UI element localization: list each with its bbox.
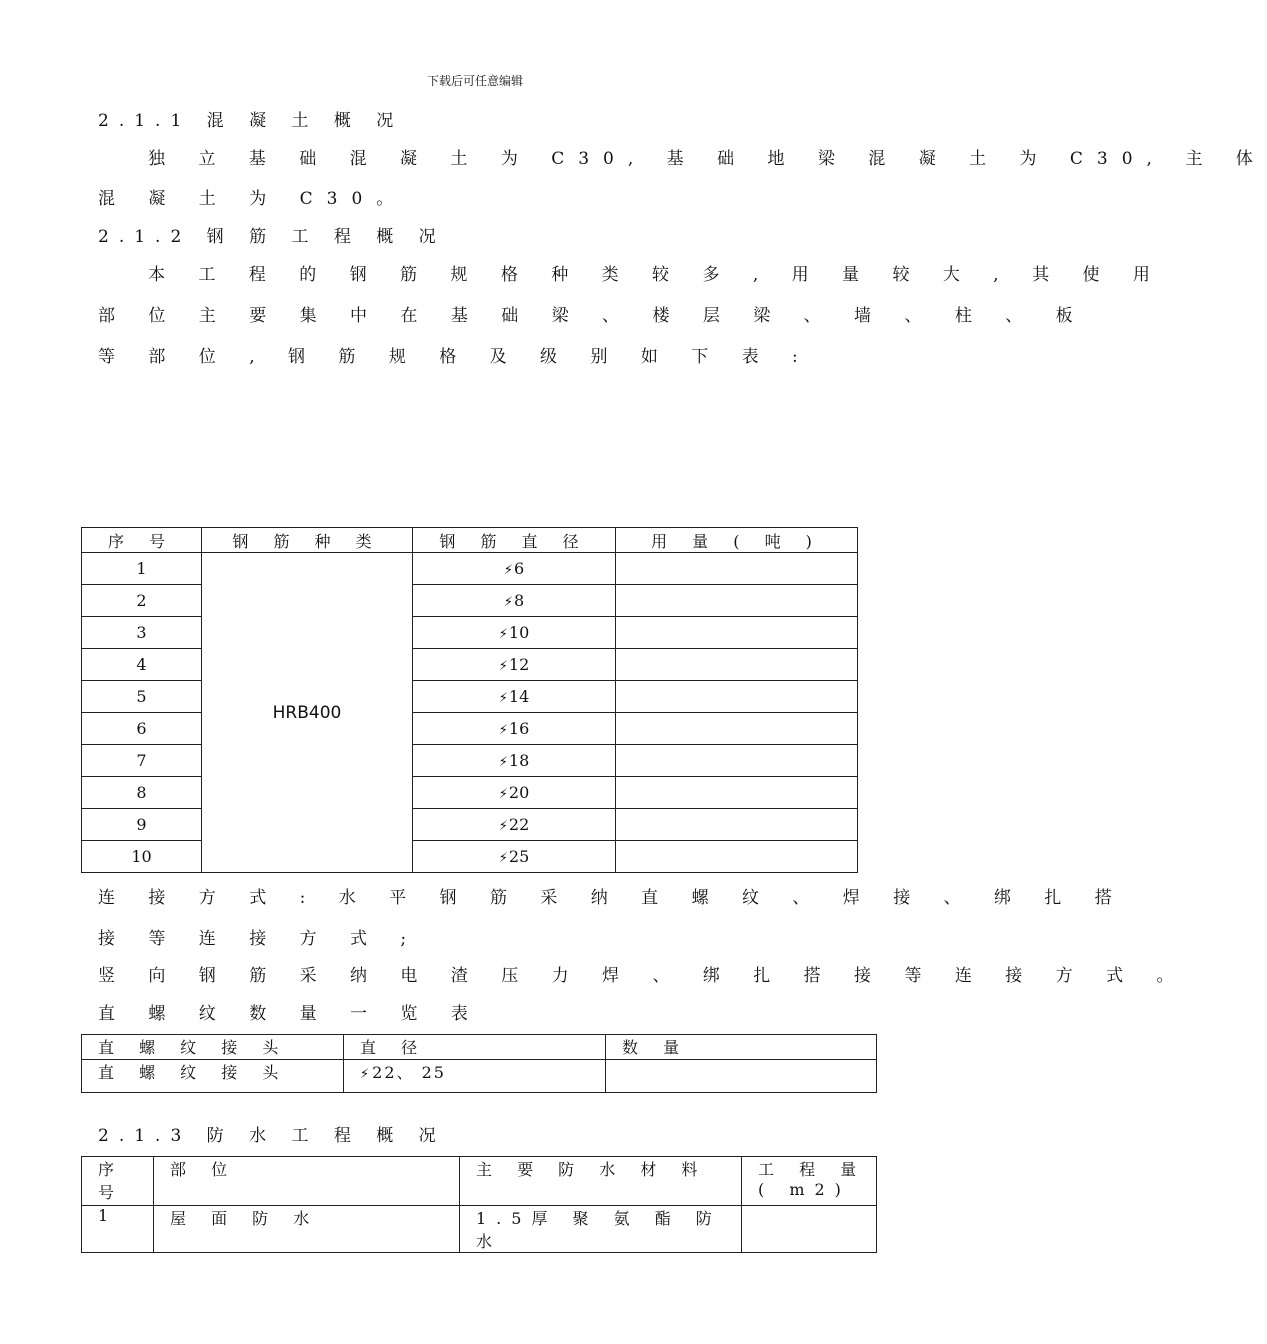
header-diameter: 钢 筋 直 径 (413, 528, 616, 553)
table-row (82, 745, 858, 777)
row-no: 8 (82, 777, 202, 809)
diameter-cell (413, 553, 616, 585)
header-part: 部 位 (154, 1157, 460, 1206)
diameter-value: 6 (513, 559, 525, 578)
thread-summary-title: 直 螺 纹 数 量 一 览 表 (98, 1004, 482, 1024)
amount-cell (616, 745, 858, 777)
rebar-table (81, 527, 858, 873)
amount-cell (616, 841, 858, 873)
header-diameter: 直 径 (344, 1035, 606, 1060)
header-amount: 用 量 ( 吨 ) (616, 528, 858, 553)
rebar-line-1: 本 工 程 的 钢 筋 规 格 种 类 较 多 , 用 量 较 大 , 其 使 用 (148, 265, 1164, 285)
diameter-value: 8 (513, 591, 525, 610)
row-no: 10 (82, 841, 202, 873)
diameter-value: 18 (508, 751, 530, 770)
rebar-grade-icon: ⚡ (498, 851, 508, 866)
row-no: 7 (82, 745, 202, 777)
header-no: 序 号 (82, 1157, 154, 1206)
connection-line-2: 接 等 连 接 方 式 ; (98, 929, 421, 949)
quantity-cell (606, 1060, 877, 1093)
amount-cell (616, 553, 858, 585)
table-row (82, 841, 858, 873)
table-row (82, 1060, 877, 1093)
amount-cell (616, 809, 858, 841)
table-row (82, 1206, 877, 1253)
concrete-line-2: 混 凝 土 为 C30。 (98, 189, 408, 209)
header-no: 序 号 (82, 528, 202, 553)
table-row (82, 809, 858, 841)
material-cell: 1.5厚 聚 氨 酯 防 水 (460, 1206, 742, 1253)
row-no: 2 (82, 585, 202, 617)
row-no: 6 (82, 713, 202, 745)
rebar-grade-icon: ⚡ (498, 819, 508, 834)
header-joint: 直 螺 纹 接 头 (82, 1035, 344, 1060)
row-no: 5 (82, 681, 202, 713)
thread-table (81, 1034, 877, 1093)
diameter-cell (413, 777, 616, 809)
quantity-cell (742, 1206, 877, 1253)
watermark-header: 下载后可任意编辑 (426, 74, 523, 88)
rebar-grade-icon: ⚡ (503, 595, 513, 610)
amount-cell (616, 681, 858, 713)
rebar-grade-icon: ⚡ (498, 627, 508, 642)
waterproof-table (81, 1156, 877, 1253)
table-row (82, 617, 858, 649)
amount-cell (616, 649, 858, 681)
amount-cell (616, 585, 858, 617)
rebar-grade-icon: ⚡ (498, 659, 508, 674)
diameter-cell (413, 745, 616, 777)
diameter-cell (413, 585, 616, 617)
connection-line-1: 连 接 方 式 : 水 平 钢 筋 采 纳 直 螺 纹 、 焊 接 、 绑 扎 搭 (98, 888, 1126, 908)
header-quantity: 数 量 (606, 1035, 877, 1060)
diameter-value: 12 (508, 655, 530, 674)
amount-cell (616, 777, 858, 809)
row-no: 3 (82, 617, 202, 649)
rebar-grade-icon: ⚡ (498, 691, 508, 706)
row-no: 1 (82, 553, 202, 585)
table-row (82, 553, 858, 585)
table-row (82, 681, 858, 713)
rebar-line-3: 等 部 位 , 钢 筋 规 格 及 级 别 如 下 表 : (98, 347, 812, 367)
diameter-cell (344, 1060, 606, 1093)
table-row (82, 649, 858, 681)
diameter-value: 14 (508, 687, 530, 706)
header-type: 钢 筋 种 类 (202, 528, 413, 553)
joint-cell: 直 螺 纹 接 头 (82, 1060, 344, 1093)
diameter-value: 22、 25 (372, 1063, 446, 1082)
rebar-grade-icon: ⚡ (498, 755, 508, 770)
row-no: 9 (82, 809, 202, 841)
amount-cell (616, 617, 858, 649)
row-no: 1 (82, 1206, 154, 1253)
section-2-1-1-title: 2.1.1 混 凝 土 概 况 (98, 111, 404, 131)
row-no: 4 (82, 649, 202, 681)
diameter-value: 20 (508, 783, 530, 802)
part-cell: 屋 面 防 水 (154, 1206, 460, 1253)
diameter-cell (413, 809, 616, 841)
table-row (82, 713, 858, 745)
header-material: 主 要 防 水 材 料 (460, 1157, 742, 1206)
concrete-line-1: 独 立 基 础 混 凝 土 为 C30, 基 础 地 梁 混 凝 土 为 C30, 主 体 (148, 149, 1267, 169)
diameter-cell (413, 617, 616, 649)
diameter-value: 22 (508, 815, 530, 834)
header-quantity: 工 程 量 ( m2) (742, 1157, 877, 1206)
table-row (82, 585, 858, 617)
amount-cell (616, 713, 858, 745)
diameter-value: 25 (508, 847, 530, 866)
diameter-cell (413, 649, 616, 681)
rebar-grade-icon: ⚡ (498, 723, 508, 738)
diameter-value: 16 (508, 719, 530, 738)
rebar-grade-icon: ⚡ (360, 1067, 372, 1082)
diameter-cell (413, 713, 616, 745)
rebar-type-cell: HRB400 (202, 553, 413, 873)
section-2-1-2-title: 2.1.2 钢 筋 工 程 概 况 (98, 227, 446, 247)
rebar-line-2: 部 位 主 要 集 中 在 基 础 梁 、 楼 层 梁 、 墙 、 柱 、 板 (98, 306, 1087, 326)
rebar-grade-icon: ⚡ (503, 563, 513, 578)
diameter-value: 10 (508, 623, 530, 642)
diameter-cell (413, 841, 616, 873)
section-2-1-3-title: 2.1.3 防 水 工 程 概 况 (98, 1126, 446, 1146)
connection-line-3: 竖 向 钢 筋 采 纳 电 渣 压 力 焊 、 绑 扎 搭 接 等 连 接 方 式 。 (98, 966, 1188, 986)
rebar-grade-icon: ⚡ (498, 787, 508, 802)
table-row (82, 777, 858, 809)
diameter-cell (413, 681, 616, 713)
